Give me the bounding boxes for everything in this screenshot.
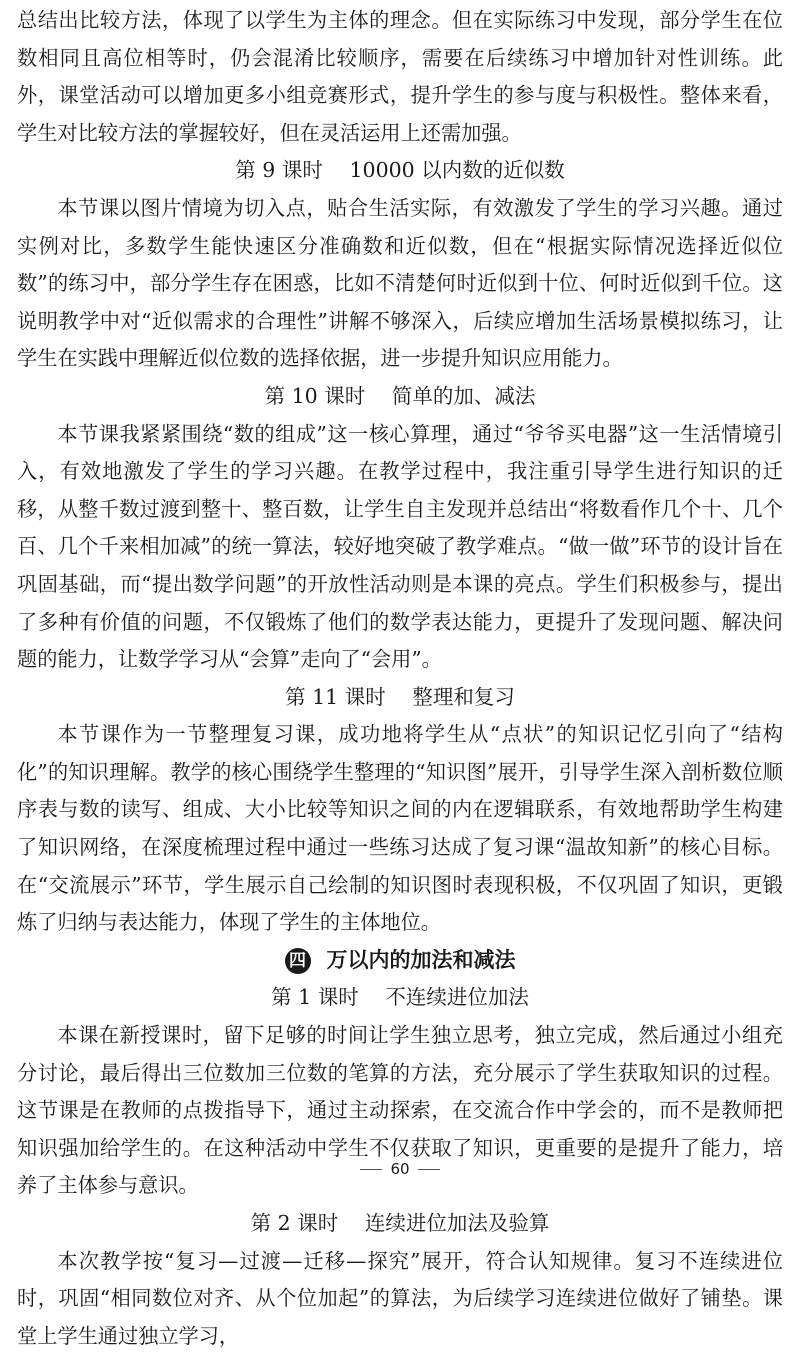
lesson-title: 不连续进位加法 [385,985,529,1010]
lesson-title: 10000 以内数的近似数 [349,158,565,183]
footer-rule-right [418,1169,440,1170]
lesson-number: 第 10 课时 [264,383,366,408]
paragraph: 本次教学按“复习—过渡—迁移—探究”展开，符合认知规律。复习不连续进位时，巩固“相同数位对齐、从个位加起”的算法，为后续学习连续进位做好了铺垫。课堂上学生通过独立学习， [17,1248,783,1348]
unit-heading [17,942,783,980]
paragraph: 本课在新授课时，留下足够的时间让学生独立思考，独立完成，然后通过小组充分讨论，最后得出三位数加三位数的笔算的方法，充分展示了学生获取知识的过程。这节课是在教师的点拨指导下，通过主动探索，在交流合作中学会的，而不是教师把知识强加给学生的。在这种活动中学生不仅获取了知识，更重要的是提升了能力，培养了主体参与意识。 [17,1023,783,1198]
lesson-heading-2 [17,1205,783,1243]
lesson-number: 第 11 课时 [285,684,386,709]
page-number: 60 [390,1160,410,1178]
lesson-title: 连续进位加法及验算 [364,1211,550,1235]
page-footer [0,1157,800,1181]
unit-title: 万以内的加法和减法 [326,947,516,972]
lesson-title: 整理和复习 [412,684,515,709]
paragraph: 本节课以图片情境为切入点，贴合生活实际，有效激发了学生的学习兴趣。通过实例对比，多数学生能快速区分准确数和近似数，但在“根据实际情况选择近似位数”的练习中，部分学生存在困惑，比如不清楚何时近似到十位、何时近似到千位。这说明教学中对“近似需求的合理性”讲解不够深入，后续应增加生活场景模拟练习，让学生在实践中理解近似位数的选择依据，进一步提升知识应用能力。 [17,195,783,371]
lesson-heading-10 [17,378,783,416]
lesson-heading-9 [17,152,783,190]
lesson-title: 简单的加、减法 [391,383,536,408]
paragraph: 本节课我紧紧围绕“数的组成”这一核心算理，通过“爷爷买电器”这一生活情境引入，有效地激发了学生的学习兴趣。在教学过程中，我注重引导学生进行知识的迁移，从整千数过渡到整十、整百数，让学生自主发现并总结出“将数看作几个十、几个百、几个千来相加减”的统一算法，较好地突破了教学难点。“做一做”环节的设计旨在巩固基础，而“提出数学问题”的开放性活动则是本课的亮点。学生们积极参与，提出了多种有价值的问题，不仅锻炼了他们的数学表达能力，更提升了发现问题、解决问题的能力，让数学学习从“会算”走向了“会用”。 [17,421,783,672]
lesson-heading-11 [17,679,783,717]
paragraph: 本节课作为一节整理复习课，成功地将学生从“点状”的知识记忆引向了“结构化”的知识理解。教学的核心围绕学生整理的“知识图”展开，引导学生深入剖析数位顺序表与数的读写、组成、大小比较等知识之间的内在逻辑联系，有效地帮助学生构建了知识网络，在深度梳理过程中通过一些练习达成了复习课“温故知新”的核心目标。在“交流展示”环节，学生展示自己绘制的知识图时表现积极，不仅巩固了知识，更锻炼了归纳与表达能力，体现了学生的主体地位。 [17,722,783,935]
lesson-number: 第 2 课时 [250,1211,339,1235]
lesson-heading-1 [17,979,783,1017]
lesson-number: 第 9 课时 [235,158,323,183]
footer-rule-left [360,1169,382,1170]
document-page [17,2,783,1355]
paragraph: 总结出比较方法，体现了以学生为主体的理念。但在实际练习中发现，部分学生在位数相同且高位相等时，仍会混淆比较顺序，需要在后续练习中增加针对性训练。此外，课堂活动可以增加更多小组竞赛形式，提升学生的参与度与积极性。整体来看，学生对比较方法的掌握较好，但在灵活运用上还需加强。 [17,8,783,145]
unit-number-badge: 四 [285,948,311,974]
lesson-number: 第 1 课时 [271,985,359,1010]
